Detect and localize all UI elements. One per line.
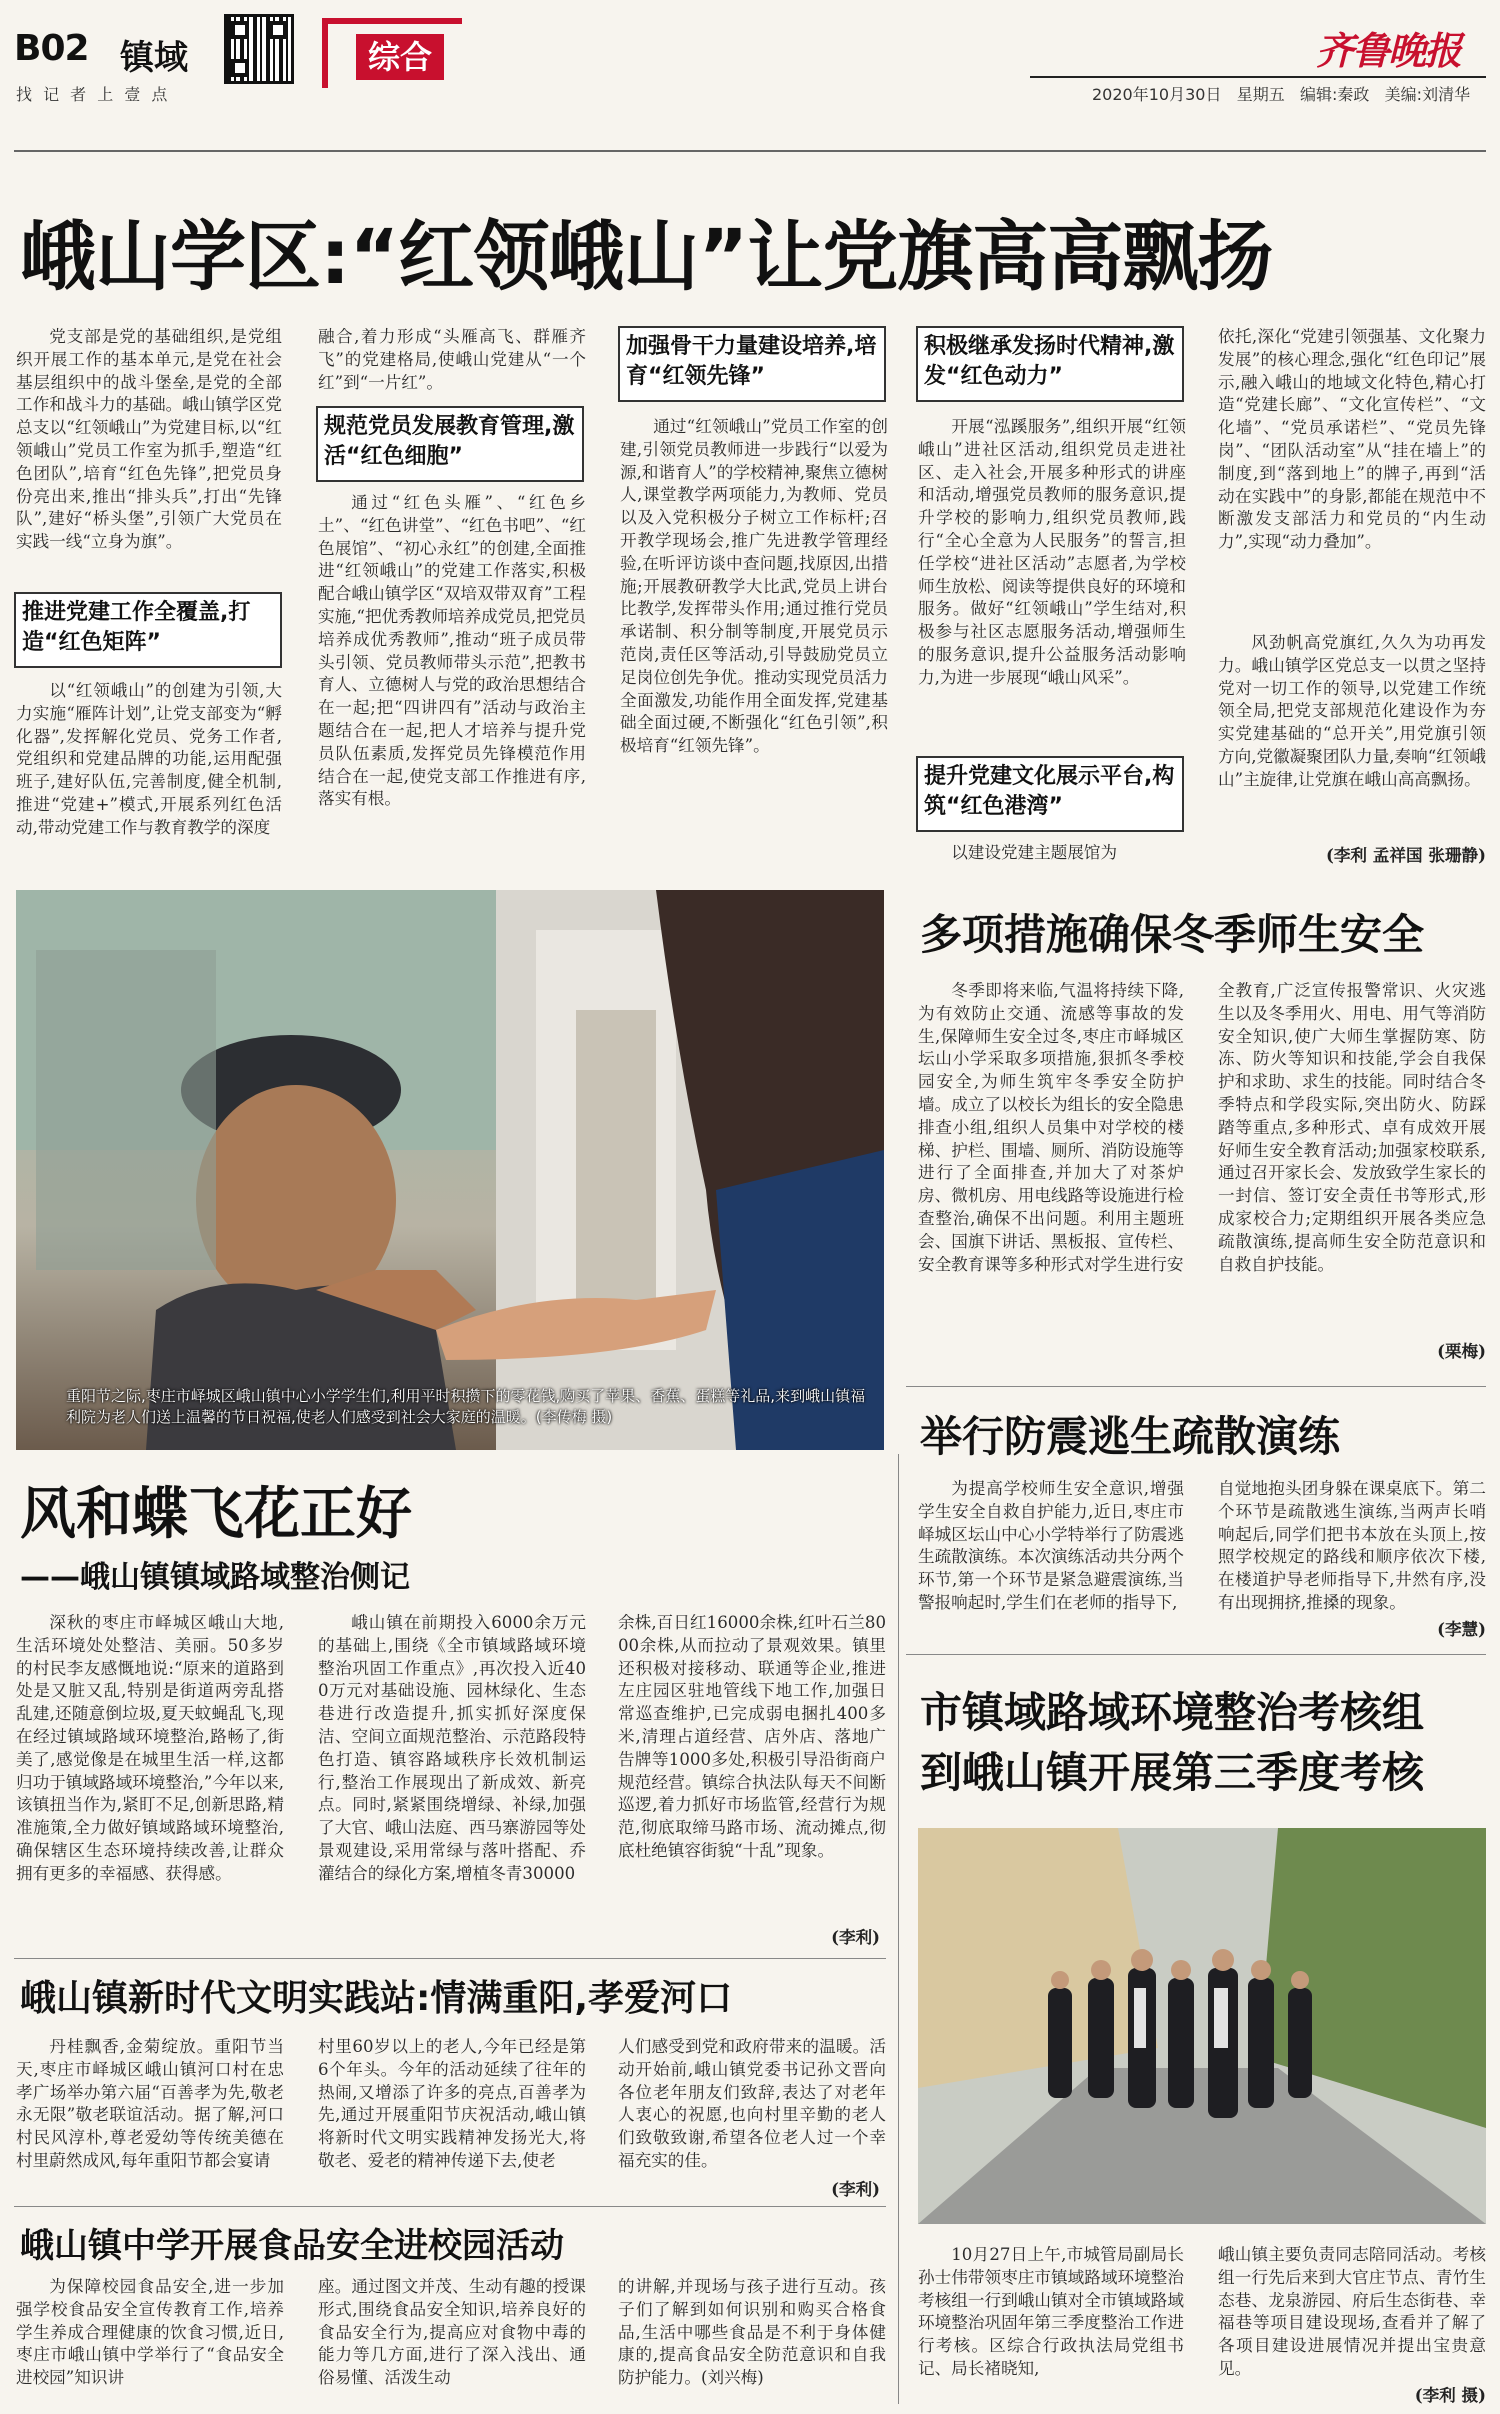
feature-col1-text: 深秋的枣庄市峄城区峨山大地,生活环境处处整洁、美丽。50多岁的村民李友感慨地说:“原来的道路到处是又脏又乱,特别是街道两旁乱搭乱建,还随意倒垃圾,夏天蚊蝇乱飞,现在经过镇域路域环境整治,路畅了,街美了,感觉像是在城里生活一样,这都归功于镇域路域环境整治,”今年以来,该镇扭当作为,紧盯不足,创新思路,精准施策,全力做好镇域路域环境整治,确保辖区生态环境持续改善,让群众拥有更多的幸福感、获得感。 [16,1613,284,1883]
lead-subhead-2: 规范党员发展教育管理,激活“红色细胞” [316,406,584,482]
photo-illustration [16,890,884,1450]
lead-col-2b [318,492,586,868]
drill-col-1 [918,1478,1184,1640]
lead-col-1 [16,326,282,582]
inspection-illustration [918,1828,1486,2224]
lead-subhead-1: 推进党建工作全覆盖,打造“红色矩阵” [14,592,282,668]
photo1-caption: 重阳节之际,枣庄市峄城区峨山镇中心小学学生们,利用平时积攒下的零花钱,购买了苹果、香蕉、蛋糕等礼品,来到峨山镇福利院为老人们送上温馨的节日祝福,使老人们感受到社会大家庭的温暖。(李传梅 摄) [66,1387,866,1426]
designer: 美编:刘清华 [1384,85,1471,104]
feature-subhead: ——峨山镇镇域路域整治侧记 [20,1560,410,1595]
paper-logo: 齐鲁晚报 [1316,28,1461,73]
lead-col2-text: 融合,着力形成“头雁高飞、群雁齐飞”的党建格局,使峨山党建从“一个红”到“一片红”。 [318,327,586,392]
lead-col3-text: 通过“红领峨山”党员工作室的创建,引领党员教师进一步践行“以爱为源,和谐育人”的学校精神,聚焦立德树人,课堂教学两项能力,为教师、党员以及入党积极分子树立工作标杆;召开教学现场会,推广先进教学管理经验,在听评访谈中查问题,找原因,出措施;开展教研教学大比武,党员上讲台比教学,发挥带头作用;通过推行党员承诺制、积分制等制度,开展党员示范岗,责任区等活动,引导鼓励党员立足岗位创先争优。推动实现党员活力全面激发,功能作用全面发挥,党建基础全面过硬,不断强化“红色引领”,积极培育“红领先锋”。 [620,417,888,756]
civic-byline: (李利) [831,2179,880,2199]
drill-col2-text: 自觉地抱头团身躲在课桌底下。第二个环节是疏散逃生演练,当两声长哨响起后,同学们把书本放在头顶上,按照学校规定的路线和顺序依次下楼,在楼道护导老师指导下,井然有序,没有出现拥挤,推搡的现象。 [1218,1479,1486,1612]
winter-headline: 多项措施确保冬季师生安全 [920,910,1425,959]
lead-col-4b [918,842,1186,868]
lead-subhead-5: 提升党建文化展示平台,构筑“红色港湾” [916,756,1184,832]
review-headline-1: 市镇域路域环境整治考核组 [920,1688,1425,1737]
photo-inspection [918,1828,1486,2224]
review-col-1 [918,2244,1184,2406]
review-col2-text: 峨山镇主要负责同志陪同活动。考核组一行先后来到大官庄节点、青竹生态巷、龙泉游园、府后生态街巷、幸福巷等项目建设现场,查看并了解了各项目建设进展情况并提出宝贵意见。 [1218,2245,1486,2378]
food-col-2 [318,2276,586,2394]
feature-col2-text: 峨山镇在前期投入6000余万元的基础上,围绕《全市镇域路域环境整治巩固工作重点》,再次投入近400万元对基础设施、园林绿化、生态巷进行改造提升,抓实抓好深度保洁、空间立面规范整治、示范路段特色打造、镇容路域秩序长效机制运行,整治工作展现出了新成效、新亮点。同时,紧紧围绕增绿、补绿,加强了大官、峨山法庭、西马寨游园等处景观建设,采用常绿与落叶搭配、乔灌结合的绿化方案,增植冬青30000 [318,1613,586,1883]
lead-col5-text: 依托,深化“党建引领强基、文化聚力发展”的核心理念,强化“红色印记”展示,融入峨山的地域文化特色,精心打造“党建长廊”、“文化宣传栏”、“文化墙”、“党员承诺栏”、“党员先锋岗”、“团队活动室”从“挂在墙上”的制度,到“落到地上”的牌子,再到“活动在实践中”的身影,都能在规范中不断激发支部活力和党员的“内生动力”,实现“动力叠加”。 [1218,327,1486,552]
civic-col1-text: 丹桂飘香,金菊绽放。重阳节当天,枣庄市峄城区峨山镇河口村在忠孝广场举办第六届“百善孝为先,敬老永无限”敬老联谊活动。据了解,河口村民风淳朴,尊老爱幼等传统美德在村里蔚然成风,每年重阳节都会宴请 [16,2037,284,2170]
food-col3-text: 的讲解,并现场与孩子进行互动。孩子们了解到如何识别和购买合格食品,生活中哪些食品是不利于身体健康的,提高食品安全防范意识和自我防护能力。(刘兴梅) [618,2277,886,2388]
review-byline: (李利 摄) [1414,2385,1486,2405]
civic-col3-text: 人们感受到党和政府带来的温暖。活动开始前,峨山镇党委书记孙文晋向各位老年朋友们致辞,表达了对老年人衷心的祝愿,也向村里辛勤的老人们致敬致谢,希望各位老人过一个幸福充实的佳。 [618,2037,886,2170]
food-col-1 [16,2276,284,2394]
weekday: 星期五 [1236,85,1285,104]
feature-headline: 风和蝶飞花正好 [20,1482,412,1547]
date: 2020年10月30日 [1092,85,1222,104]
review-col1-text: 10月27日上午,市城管局副局长孙士伟带领枣庄市镇域路域环境整治考核组一行到峨山镇对全市镇域路域环境整治巩固年第三季度整治工作进行考核。区综合行政执法局党组书记、局长褚晓知, [918,2245,1184,2378]
divider-left-1 [14,1958,886,1959]
masthead-rule [1030,76,1486,78]
lead-subhead-4: 积极继承发扬时代精神,激发“红色动力” [916,326,1184,402]
drill-col-2 [1218,1478,1486,1616]
drill-byline: (李慧) [1437,1619,1486,1639]
civic-col-1 [16,2036,284,2198]
lead-col-5 [1218,326,1486,632]
review-col-2 [1218,2244,1486,2382]
feature-col-3 [618,1612,886,1928]
lead-col1b-text: 以“红领峨山”的创建为引领,大力实施“雁阵计划”,让党支部变为“孵化器”,发挥解化党员、党务工作者,党组织和党建品牌的功能,运用配强班子,建好队伍,完善制度,健全机制,推进“党建+”模式,开展系列红色活动,带动党建工作与教育教学的深度 [16,681,282,837]
lead-col1-text: 党支部是党的基础组织,是党组织开展工作的基本单元,是党在社会基层组织中的战斗堡垒,是党的全部工作和战斗力的基础。峨山镇学区党总支以“红领峨山”为党建目标,以“红领峨山”党员工作室为抓手,塑造“红色团队”,培育“红色先锋”,把党员身份亮出来,推出“排头兵”,打出“先锋队”,建好“桥头堡”,引领广大党员在实践一线“立身为旗”。 [16,327,282,552]
civic-headline: 峨山镇新时代文明实践站:情满重阳,孝爱河口 [20,1978,733,2019]
drill-col1-text: 为提高学校师生安全意识,增强学生安全自救自护能力,近日,枣庄市峄城区坛山中心小学特举行了防震逃生疏散演练。本次演练活动共分两个环节,第一个环节是紧急避震演练,当警报响起时,学生们在老师的指导下, [918,1479,1184,1612]
column-divider [898,1454,899,2404]
winter-byline: (栗梅) [1437,1341,1486,1361]
winter-col-1 [918,980,1184,1364]
divider-left-2 [14,2206,886,2207]
lead-col-5b [1218,632,1486,840]
review-headline-2: 到峨山镇开展第三季度考核 [920,1748,1425,1797]
lead-col-4 [918,416,1186,748]
civic-col-3 [618,2036,886,2176]
lead-headline: 峨山学区:“红领峨山”让党旗高高飘扬 [20,212,1273,301]
lead-subhead-3: 加强骨干力量建设培养,培育“红领先锋” [618,326,886,402]
feature-byline: (李利) [831,1927,880,1947]
divider-right-1 [906,1386,1486,1387]
feature-col-1 [16,1612,284,1948]
page-number: B02 [14,28,89,69]
lead-col4-text: 开展“泓蹊服务”,组织开展“红领峨山”进社区活动,组织党员走进社区、走入社会,开展多种形式的讲座和活动,增强党员教师的服务意识,提升学校的影响力,组织党员教师,践行“全心全意为人民服务”的誓言,担任学校“进社区活动”志愿者,为学校师生放松、阅读等提供良好的环境和服务。做好“红领峨山”学生结对,积极参与社区志愿服务活动,增强师生的服务意识,提升公益服务活动影响力,为进一步展现“峨山风采”。 [918,417,1186,687]
civic-col2-text: 村里60岁以上的老人,今年已经是第6个年头。今年的活动延续了往年的热闹,又增添了许多的亮点,百善孝为先,通过开展重阳节庆祝活动,峨山镇将新时代文明实践精神发扬光大,将敬老、爱老的精神传递下去,使老 [318,2037,586,2170]
feature-col-2 [318,1612,586,1948]
lead-col2b-text: 通过“红色头雁”、“红色乡土”、“红色讲堂”、“红色书吧”、“红色展馆”、“初心永红”的创建,全面推进“红领峨山”的党建工作落实,积极配合峨山镇学区“双培双带双育”工程实施,“把优秀教师培养成党员,把党员培养成优秀教师”,推动“班子成员带头引领、党员教师带头示范”,把教书育人、立德树人与党的政治思想结合在一起;把“四讲四有”活动与政治主题结合在一起,把人才培养与提升党员队伍素质,发挥党员先锋模范作用结合在一起,使党支部工作推进有序,落实有根。 [318,493,586,809]
food-col2-text: 座。通过图文并茂、生动有趣的授课形式,围绕食品安全知识,培养良好的食品安全行为,提高应对食物中毒的能力等几方面,进行了深入浅出、通俗易懂、活泼生动 [318,2277,586,2388]
winter-col1-text: 冬季即将来临,气温将持续下降,为有效防止交通、流感等事故的发生,保障师生安全过冬,枣庄市峄城区坛山小学采取多项措施,狠抓冬季校园安全,为师生筑牢冬季安全防护墙。成立了以校长为组长的安全隐患排查小组,组织人员集中对学校的楼梯、护栏、围墙、厕所、消防设施等进行了全面排查,并加大了对茶炉房、微机房、用电线路等设施进行检查整治,确保不出问题。利用主题班会、国旗下讲话、黑板报、宣传栏、安全教育课等多种形式对学生进行安 [918,981,1184,1274]
lead-col-2 [318,326,586,396]
qr-code-icon[interactable] [224,14,294,84]
civic-col-2 [318,2036,586,2198]
slogan: 找 记 者 上 壹 点 [16,85,171,104]
lead-col4b-text: 以建设党建主题展馆为 [951,843,1118,862]
section-name: 镇域 [120,38,188,78]
photo-elderly-visit [16,890,884,1450]
winter-col2-text: 全教育,广泛宣传报警常识、火灾逃生以及冬季用火、用电、用气等消防安全知识,使广大师生掌握防寒、防冻、防火等知识和技能,学会自我保护和求助、求生的技能。同时结合冬季特点和学段实际,突出防火、防踩踏等重点,多种形式、卓有成效开展好师生安全教育活动;加强家校联系,通过召开家长会、发放致学生家长的一封信、签订安全责任书等形式,形成家校合力;定期组织开展各类应急疏散演练,提高师生安全防范意识和自救自护技能。 [1218,981,1486,1274]
category-label: 综合 [356,34,444,80]
lead-byline: (李利 孟祥国 张珊静) [1325,845,1486,865]
lead-col-1b [16,680,282,868]
drill-headline: 举行防震逃生疏散演练 [920,1412,1341,1461]
issue-date [1092,82,1470,105]
top-rule [14,150,1486,152]
food-col1-text: 为保障校园食品安全,进一步加强学校食品安全宣传教育工作,培养学生养成合理健康的饮食习惯,近日,枣庄市峨山镇中学举行了“食品安全进校园”知识讲 [16,2277,284,2388]
food-headline: 峨山镇中学开展食品安全进校园活动 [20,2226,564,2266]
editor: 编辑:秦政 [1300,85,1370,104]
feature-col3-text: 余株,百日红16000余株,红叶石兰8000余株,从而拉动了景观效果。镇里还积极对接移动、联通等企业,推进左庄园区驻地管线下地工作,加强日常巡查维护,已完成弱电捆扎400多米,清理占道经营、店外店、落地广告牌等1000多处,积极引导沿街商户规范经营。镇综合执法队每天不间断巡逻,着力抓好市场监管,经营行为规范,彻底取缔马路市场、流动摊点,彻底杜绝镇容街貌“十乱”现象。 [618,1613,886,1860]
divider-right-2 [906,1654,1486,1655]
winter-col-2 [1218,980,1486,1340]
food-col-3 [618,2276,886,2394]
lead-col5b-text: 风劲帆高党旗红,久久为功再发力。峨山镇学区党总支一以贯之坚持党对一切工作的领导,以党建工作统领全局,把党支部规范化建设作为夯实党建基础的“总开关”,用党旗引领方向,党徽凝聚团队力量,奏响“红领峨山”主旋律,让党旗在峨山高高飘扬。 [1218,633,1486,789]
lead-col-3 [620,416,888,868]
